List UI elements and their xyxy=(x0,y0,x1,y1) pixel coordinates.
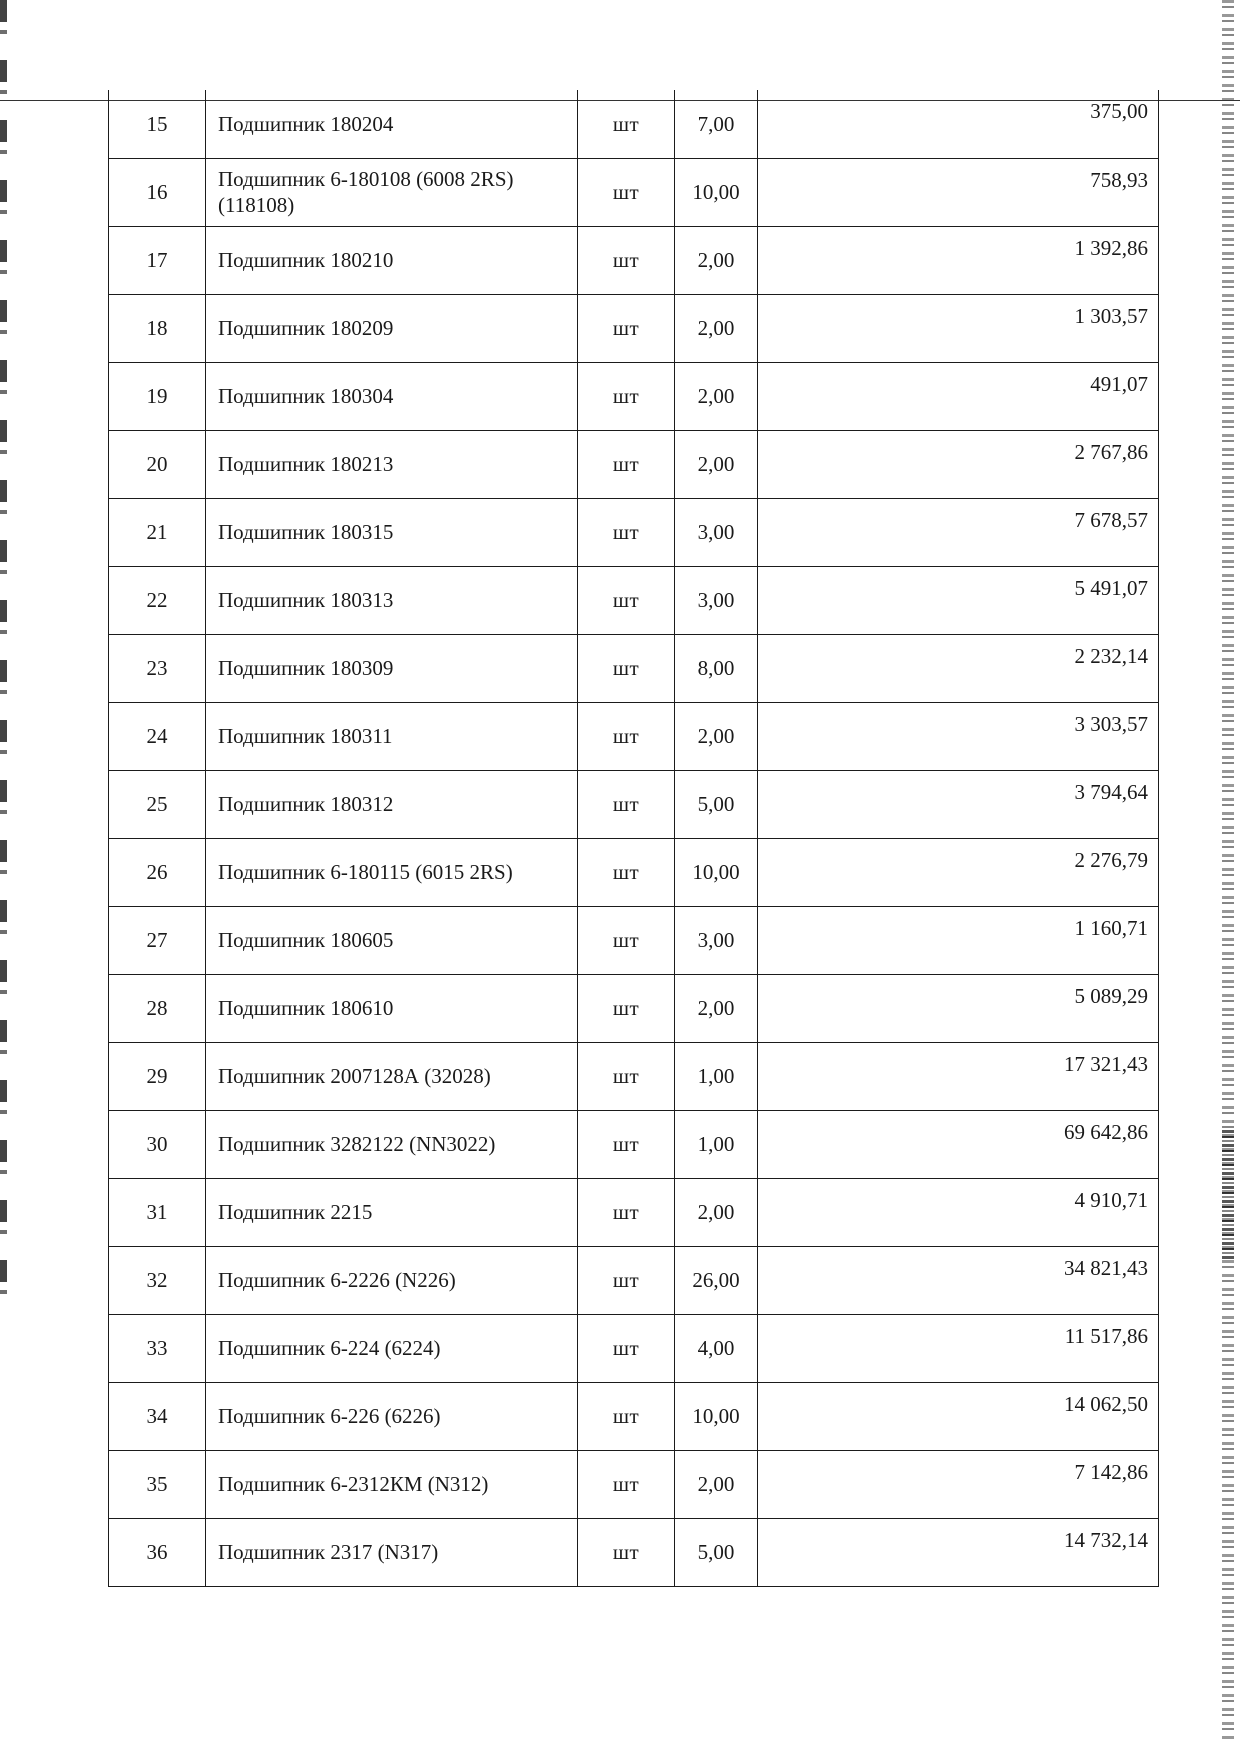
scan-edge-right xyxy=(1222,0,1234,1740)
item-quantity: 10,00 xyxy=(675,158,758,226)
item-quantity: 2,00 xyxy=(675,974,758,1042)
table-row xyxy=(109,1042,1159,1110)
item-sum: 7 678,57 xyxy=(758,498,1159,566)
item-sum: 7 142,86 xyxy=(758,1450,1159,1518)
table-row xyxy=(109,362,1159,430)
item-sum: 2 767,86 xyxy=(758,430,1159,498)
item-sum: 5 089,29 xyxy=(758,974,1159,1042)
row-number: 27 xyxy=(109,906,206,974)
item-name: Подшипник 180304 xyxy=(206,362,578,430)
item-unit: шт xyxy=(578,838,675,906)
item-unit: шт xyxy=(578,1450,675,1518)
table-row xyxy=(109,974,1159,1042)
row-number: 30 xyxy=(109,1110,206,1178)
item-name: Подшипник 180210 xyxy=(206,226,578,294)
table-row xyxy=(109,566,1159,634)
row-number: 25 xyxy=(109,770,206,838)
item-quantity: 4,00 xyxy=(675,1314,758,1382)
item-name: Подшипник 180309 xyxy=(206,634,578,702)
item-name: Подшипник 2007128А (32028) xyxy=(206,1042,578,1110)
row-number: 18 xyxy=(109,294,206,362)
item-sum: 11 517,86 xyxy=(758,1314,1159,1382)
items-table-body xyxy=(109,90,1159,1586)
table-row xyxy=(109,1178,1159,1246)
row-number: 24 xyxy=(109,702,206,770)
item-unit: шт xyxy=(578,1314,675,1382)
item-name: Подшипник 180312 xyxy=(206,770,578,838)
item-quantity: 2,00 xyxy=(675,226,758,294)
item-quantity: 8,00 xyxy=(675,634,758,702)
item-quantity: 26,00 xyxy=(675,1246,758,1314)
row-number: 21 xyxy=(109,498,206,566)
item-sum: 375,00 xyxy=(758,90,1159,158)
item-quantity: 1,00 xyxy=(675,1042,758,1110)
item-name: Подшипник 6-224 (6224) xyxy=(206,1314,578,1382)
item-name: Подшипник 6-180115 (6015 2RS) xyxy=(206,838,578,906)
item-quantity: 1,00 xyxy=(675,1110,758,1178)
table-row xyxy=(109,906,1159,974)
item-name: Подшипник 180204 xyxy=(206,90,578,158)
item-quantity: 5,00 xyxy=(675,770,758,838)
table-row xyxy=(109,294,1159,362)
item-name: Подшипник 180311 xyxy=(206,702,578,770)
row-number: 31 xyxy=(109,1178,206,1246)
item-name: Подшипник 6-2226 (N226) xyxy=(206,1246,578,1314)
table-row xyxy=(109,90,1159,158)
item-unit: шт xyxy=(578,906,675,974)
item-quantity: 2,00 xyxy=(675,362,758,430)
item-quantity: 10,00 xyxy=(675,838,758,906)
row-number: 16 xyxy=(109,158,206,226)
table-row xyxy=(109,498,1159,566)
item-unit: шт xyxy=(578,566,675,634)
item-quantity: 2,00 xyxy=(675,702,758,770)
table-row xyxy=(109,1518,1159,1586)
row-number: 15 xyxy=(109,90,206,158)
item-sum: 3 303,57 xyxy=(758,702,1159,770)
item-unit: шт xyxy=(578,362,675,430)
item-unit: шт xyxy=(578,90,675,158)
row-number: 34 xyxy=(109,1382,206,1450)
row-number: 22 xyxy=(109,566,206,634)
item-name: Подшипник 180209 xyxy=(206,294,578,362)
table-row xyxy=(109,1450,1159,1518)
item-sum: 1 392,86 xyxy=(758,226,1159,294)
row-number: 36 xyxy=(109,1518,206,1586)
item-sum: 5 491,07 xyxy=(758,566,1159,634)
item-sum: 14 732,14 xyxy=(758,1518,1159,1586)
item-unit: шт xyxy=(578,1178,675,1246)
item-sum: 1 160,71 xyxy=(758,906,1159,974)
row-number: 23 xyxy=(109,634,206,702)
item-sum: 17 321,43 xyxy=(758,1042,1159,1110)
items-table xyxy=(108,90,1159,1587)
table-row xyxy=(109,1246,1159,1314)
table-row xyxy=(109,1382,1159,1450)
row-number: 33 xyxy=(109,1314,206,1382)
table-row xyxy=(109,430,1159,498)
item-name: Подшипник 180315 xyxy=(206,498,578,566)
item-quantity: 2,00 xyxy=(675,430,758,498)
table-row xyxy=(109,634,1159,702)
item-unit: шт xyxy=(578,158,675,226)
item-unit: шт xyxy=(578,634,675,702)
item-sum: 1 303,57 xyxy=(758,294,1159,362)
item-unit: шт xyxy=(578,1110,675,1178)
item-quantity: 5,00 xyxy=(675,1518,758,1586)
item-sum: 34 821,43 xyxy=(758,1246,1159,1314)
item-unit: шт xyxy=(578,294,675,362)
table-row xyxy=(109,702,1159,770)
item-name: Подшипник 2215 xyxy=(206,1178,578,1246)
item-quantity: 3,00 xyxy=(675,566,758,634)
row-number: 17 xyxy=(109,226,206,294)
table-row xyxy=(109,1314,1159,1382)
item-name: Подшипник 2317 (N317) xyxy=(206,1518,578,1586)
item-unit: шт xyxy=(578,1382,675,1450)
item-name: Подшипник 180313 xyxy=(206,566,578,634)
item-unit: шт xyxy=(578,770,675,838)
item-sum: 758,93 xyxy=(758,158,1159,226)
item-sum: 491,07 xyxy=(758,362,1159,430)
item-name: Подшипник 6-226 (6226) xyxy=(206,1382,578,1450)
row-number: 20 xyxy=(109,430,206,498)
item-unit: шт xyxy=(578,498,675,566)
item-sum: 4 910,71 xyxy=(758,1178,1159,1246)
item-unit: шт xyxy=(578,702,675,770)
item-name: Подшипник 180213 xyxy=(206,430,578,498)
item-sum: 14 062,50 xyxy=(758,1382,1159,1450)
table-row xyxy=(109,1110,1159,1178)
table-row xyxy=(109,838,1159,906)
item-unit: шт xyxy=(578,974,675,1042)
row-number: 35 xyxy=(109,1450,206,1518)
item-name: Подшипник 6-180108 (6008 2RS) (118108) xyxy=(206,158,578,226)
item-quantity: 10,00 xyxy=(675,1382,758,1450)
item-unit: шт xyxy=(578,226,675,294)
row-number: 32 xyxy=(109,1246,206,1314)
table-row xyxy=(109,770,1159,838)
row-number: 28 xyxy=(109,974,206,1042)
item-unit: шт xyxy=(578,1042,675,1110)
item-name: Подшипник 180610 xyxy=(206,974,578,1042)
item-unit: шт xyxy=(578,430,675,498)
item-quantity: 3,00 xyxy=(675,906,758,974)
item-name: Подшипник 3282122 (NN3022) xyxy=(206,1110,578,1178)
row-number: 19 xyxy=(109,362,206,430)
item-unit: шт xyxy=(578,1518,675,1586)
item-name: Подшипник 6-2312КМ (N312) xyxy=(206,1450,578,1518)
item-name: Подшипник 180605 xyxy=(206,906,578,974)
item-quantity: 2,00 xyxy=(675,294,758,362)
item-sum: 3 794,64 xyxy=(758,770,1159,838)
item-sum: 69 642,86 xyxy=(758,1110,1159,1178)
item-sum: 2 232,14 xyxy=(758,634,1159,702)
item-quantity: 2,00 xyxy=(675,1178,758,1246)
item-quantity: 3,00 xyxy=(675,498,758,566)
item-sum: 2 276,79 xyxy=(758,838,1159,906)
item-unit: шт xyxy=(578,1246,675,1314)
table-row xyxy=(109,158,1159,226)
scan-edge-left xyxy=(0,0,7,1300)
row-number: 29 xyxy=(109,1042,206,1110)
item-quantity: 2,00 xyxy=(675,1450,758,1518)
table-row xyxy=(109,226,1159,294)
scan-edge-right-block xyxy=(1222,1130,1234,1260)
row-number: 26 xyxy=(109,838,206,906)
item-quantity: 7,00 xyxy=(675,90,758,158)
